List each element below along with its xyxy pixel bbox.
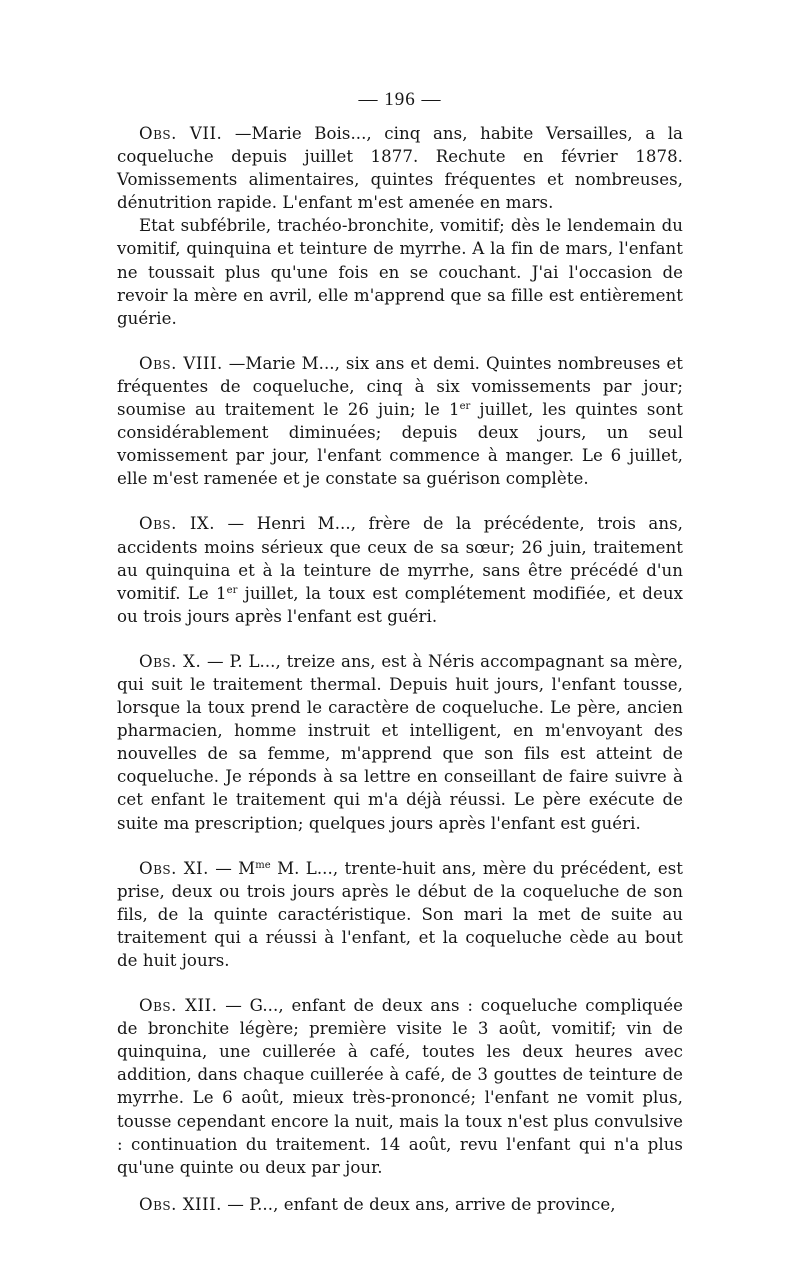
observation-label: Obs. X. (139, 651, 202, 671)
observation-9-paragraph (117, 512, 683, 627)
ordinal-superscript: er (459, 401, 471, 413)
observation-10 (117, 650, 683, 835)
observation-text-continued: M. L..., trente-huit ans, mère du précédent, est prise, deux ou trois jours après le début de la coqueluche de son fils, de la quinte caractéristique. Son mari la met de suite au traitement qui a réussi à l'enfant, et la coqueluche cède au bout de huit jours. (117, 858, 683, 970)
observation-text: — P..., enfant de deux ans, arrive de province, (227, 1194, 616, 1214)
observation-label: Obs. XI. (139, 858, 209, 878)
observation-13 (117, 1193, 683, 1216)
observation-7-paragraph-1 (117, 122, 683, 214)
observation-label: Obs. IX. (139, 514, 216, 534)
observation-text: —Marie M..., six ans et demi. Quintes nombreuses et fréquentes de coqueluche, cinq à six vomissements par jour; soumise au traitement le 26 juin; le 1 (117, 353, 683, 420)
observation-12 (117, 994, 683, 1179)
title-superscript: me (255, 859, 271, 871)
observation-9 (117, 512, 683, 627)
observation-7 (117, 122, 683, 330)
observation-text: — Henri M..., frère de la précédente, trois ans, accidents moins sérieux que ceux de sa sœur; 26 juin, traitement au quinquina et à la teinture de myrrhe, sans être précédé d'un vomitif. Le 1 (117, 514, 683, 603)
observation-text-continued: juillet, la toux est complétement modifiée, et deux ou trois jours après l'enfant est guéri. (117, 583, 683, 626)
observation-text-continued: juillet, les quintes sont considérablement diminuées; depuis deux jours, un seul vomissement par jour, l'enfant commence à manger. Le 6 juillet, elle m'est ramenée et je constate sa guérison complète. (117, 400, 683, 489)
observation-label: Obs. VII. (139, 124, 223, 143)
observation-label: Obs. XIII. (139, 1194, 222, 1214)
observation-8 (117, 352, 683, 491)
observation-11-paragraph (117, 857, 683, 972)
book-page (117, 88, 683, 1216)
page-number: — 196 — (358, 89, 442, 110)
observation-text: — G..., enfant de deux ans : coqueluche compliquée de bronchite légère; première visite le 3 août, vomitif; vin de quinquina, une cuillerée à café, toutes les deux heures avec addition, dans chaque cuillerée à café, de 3 gouttes de teinture de myrrhe. Le 6 août, mieux très-prononcé; l'enfant ne vomit plus, tousse cependant encore la nuit, mais la toux n'est plus convulsive : continuation du traitement. 14 août, revu l'enfant qui n'a plus qu'une quinte ou deux par jour. (117, 996, 684, 1177)
observation-label: Obs. XII. (139, 996, 218, 1016)
observation-text: — P. L..., treize ans, est à Néris accompagnant sa mère, qui suit le traitement thermal. Depuis huit jours, l'enfant tousse, lorsque la toux prend le caractère de coqueluche. Le père, ancien pharmacien, homme instruit et intelligent, en m'envoyant des nouvelles de sa femme, m'apprend que son fils est atteint de coqueluche. Je réponds à sa lettre en conseillant de faire suivre à cet enfant le traitement qui m'a déjà réussi. Le père exécute de suite ma prescription; quelques jours après l'enfant est guéri. (117, 651, 683, 833)
observation-text: — M (215, 858, 256, 878)
observation-13-paragraph (117, 1193, 683, 1216)
ordinal-superscript: er (226, 584, 238, 596)
observation-10-paragraph (117, 650, 683, 835)
observation-7-paragraph-2: Etat subfébrile, trachéo-bronchite, vomitif; dès le lendemain du vomitif, quinquina et teinture de myrrhe. A la fin de mars, l'enfant ne toussait plus qu'une fois en se couchant. J'ai l'occasion de revoir la mère en avril, elle m'apprend que sa fille est entièrement guérie. (117, 216, 683, 328)
observation-label: Obs. VIII. (139, 353, 223, 373)
observation-8-paragraph (117, 352, 683, 491)
observation-11 (117, 857, 683, 972)
observation-text: —Marie Bois..., cinq ans, habite Versailles, a la coqueluche depuis juillet 1877. Rechute en février 1878. Vomissements alimentaires, quintes fréquentes et nombreuses, dénutrition rapide. L'enfant m'est amenée en mars. (117, 124, 684, 213)
observation-12-paragraph (117, 994, 683, 1179)
